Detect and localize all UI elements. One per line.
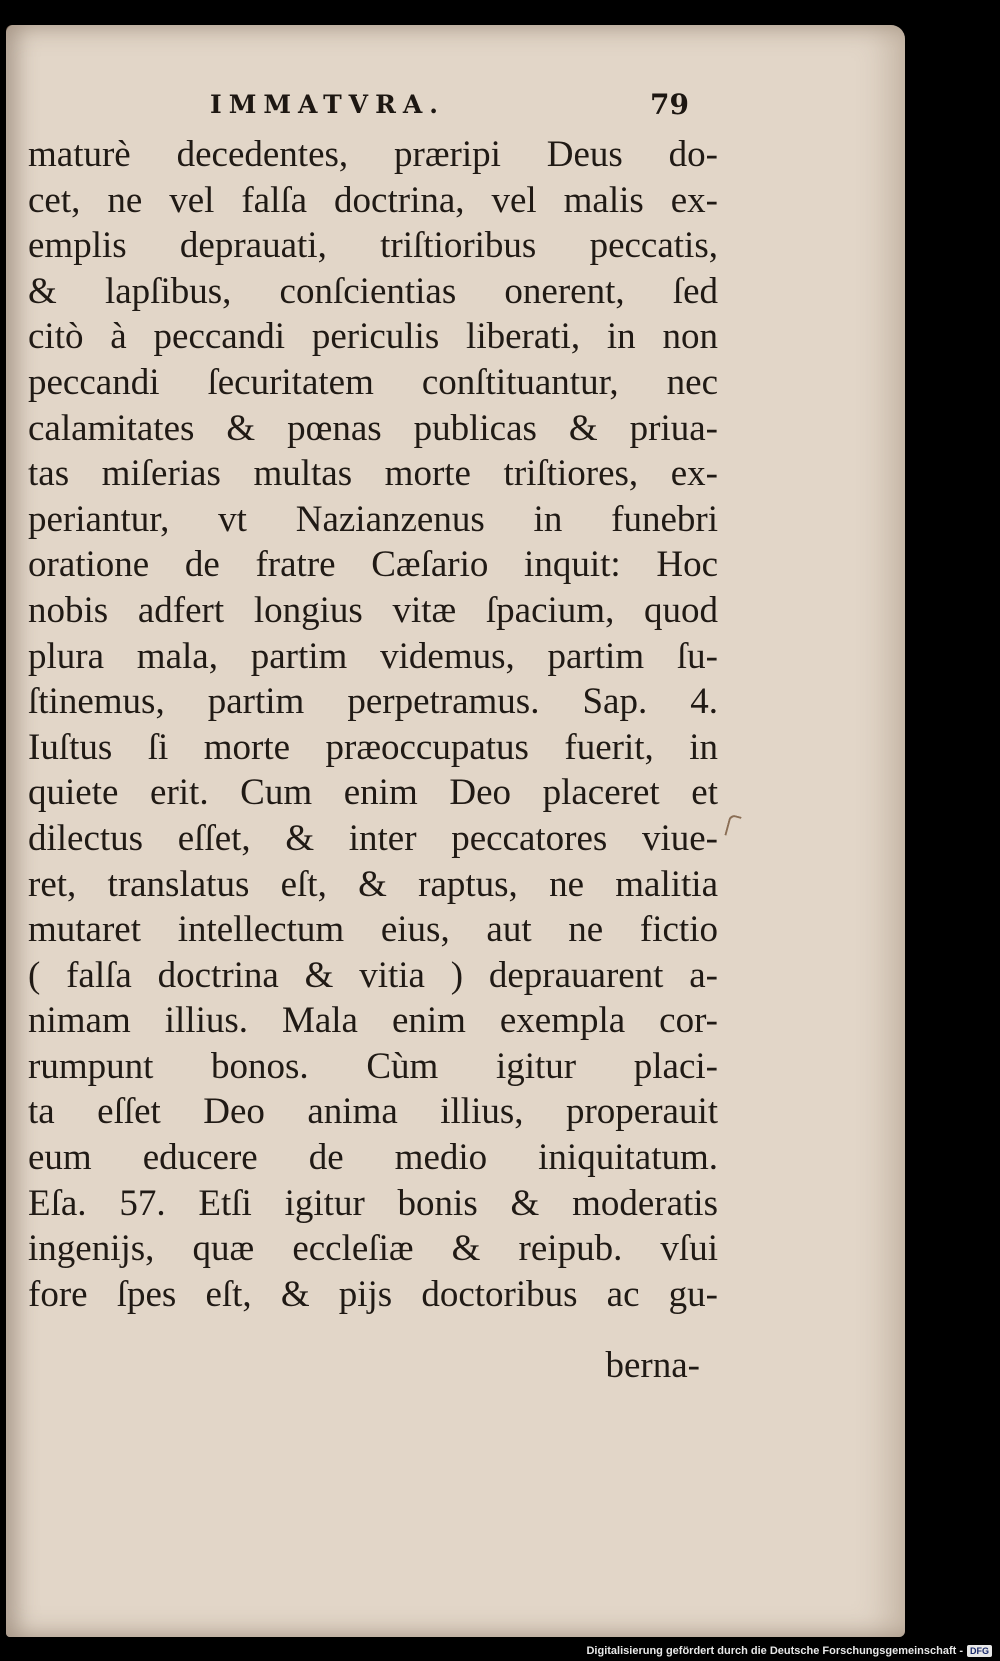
text-line: ingenijs, quæ eccleſiæ & reipub. vſui <box>28 1228 718 1270</box>
text-line: peccandi ſecuritatem conſtituantur, nec <box>28 361 718 403</box>
text-line: Iuſtus ſi morte præoccupatus fuerit, in <box>28 726 718 768</box>
text-line: periantur, vt Nazianzenus in funebri <box>28 498 718 540</box>
text-line: oratione de fratre Cæſario inquit: Hoc <box>28 544 718 586</box>
text-line: calamitates & pœnas publicas & priua- <box>28 407 718 449</box>
running-head: IMMATVRA. <box>210 90 445 119</box>
text-line: & lapſibus, conſcientias onerent, ſed <box>28 270 718 312</box>
body-text <box>28 132 718 1317</box>
text-line: fore ſpes eſt, & pijs doctoribus ac gu- <box>28 1273 718 1315</box>
text-line: maturè decedentes, præripi Deus do- <box>28 134 718 175</box>
text-line: dilectus eſſet, & inter peccatores viue- <box>28 817 718 859</box>
text-line: ta eſſet Deo anima illius, properauit <box>28 1091 718 1133</box>
dfg-logo: DFG <box>967 1645 992 1657</box>
text-line: citò à peccandi periculis liberati, in non <box>28 316 718 358</box>
footer-credit <box>586 1645 992 1657</box>
catchword: berna- <box>605 1345 700 1386</box>
text-line: ſtinemus, partim perpetramus. Sap. 4. <box>28 681 718 723</box>
text-line: tas miſerias multas morte triſtiores, ex- <box>28 453 718 495</box>
text-line: mutaret intellectum eius, aut ne fictio <box>28 909 718 951</box>
footer-text: Digitalisierung gefördert durch die Deutsche Forschungsgemeinschaft - <box>586 1645 963 1657</box>
text-line: rumpunt bonos. Cùm igitur placi- <box>28 1045 718 1087</box>
text-line: nimam illius. Mala enim exempla cor- <box>28 1000 718 1042</box>
text-line: plura mala, partim videmus, partim ſu- <box>28 635 718 677</box>
text-line: quiete erit. Cum enim Deo placeret et <box>28 772 718 814</box>
text-line: Eſa. 57. Etſi igitur bonis & moderatis <box>28 1182 718 1224</box>
text-line: ( falſa doctrina & vitia ) deprauarent a- <box>28 954 718 996</box>
text-line: cet, ne vel falſa doctrina, vel malis ex- <box>28 179 718 221</box>
text-line: emplis deprauati, triſtioribus peccatis, <box>28 225 718 267</box>
text-line: eum educere de medio iniquitatum. <box>28 1137 718 1179</box>
text-line: ret, translatus eſt, & raptus, ne malitia <box>28 863 718 905</box>
text-line: nobis adfert longius vitæ ſpacium, quod <box>28 589 718 631</box>
page-number: 79 <box>650 88 689 121</box>
